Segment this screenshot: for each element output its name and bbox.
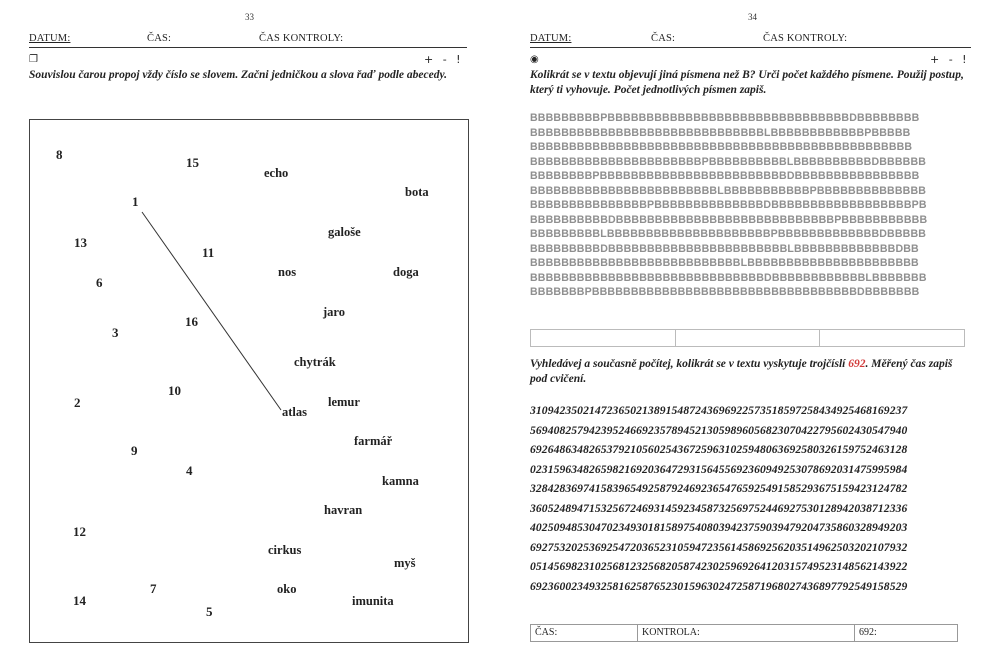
puzzle-number: 15 [186, 155, 199, 170]
header-row [29, 33, 467, 48]
target-number: 692 [848, 358, 866, 370]
cas-label: ČAS: [651, 33, 676, 44]
answer-cell [676, 330, 821, 346]
count-692-cell: 692: [859, 627, 877, 638]
puzzle-number: 4 [186, 463, 193, 478]
puzzle-number: 2 [74, 395, 81, 410]
cas-kontroly-label: ČAS KONTROLY: [763, 33, 848, 44]
puzzle-word: farmář [354, 434, 393, 448]
eye-icon: ◉ [530, 54, 539, 65]
letter-row: BBBBBBBPBBBBBBBBBBBBBBBBBBBBBBBBBBBBBBBBBBDBBBBBBB [530, 286, 920, 298]
letter-row: BBBBBBBBBPBBBBBBBBBBBBBBBBBBBBBBBBBBBBBBBDBBBBBBBB [530, 112, 920, 124]
digit-row: 6927532025369254720365231059472356145869256203514962503202107932 [530, 540, 908, 554]
answer-cell [531, 330, 676, 346]
puzzle-number: 16 [185, 314, 198, 329]
puzzle-word: jaro [323, 305, 345, 319]
puzzle-word: kamna [382, 474, 419, 488]
letter-row: BBBBBBBBBBBBBBBPBBBBBBBBBBBBBBDBBBBBBBBBBBBBBBBBBPB [530, 199, 927, 211]
marks: + - ! [930, 53, 967, 66]
puzzle-number: 5 [206, 604, 213, 619]
puzzle-number: 1 [132, 194, 139, 209]
instruction-digits-pre: Vyhledávej a současně počítej, kolikrát se v textu vyskytuje trojčíslí [530, 358, 849, 370]
instruction-digits-post: . Měřený čas zapiš pod cvičení. [530, 358, 953, 385]
cas-cell: ČAS: [531, 625, 638, 641]
digit-row: 6926486348265379210560254367259631025948063692580326159752463128 [530, 443, 908, 456]
puzzle-number: 10 [168, 383, 181, 398]
kontrola-cell: KONTROLA: [638, 625, 855, 641]
digit-row: 3109423502147236502138915487243696922573518597258434925468169237 [530, 404, 908, 417]
instruction-digits [530, 357, 970, 387]
letter-row: BBBBBBBBBBDBBBBBBBBBBBBBBBBBBBBBBBBBBBBPBBBBBBBBBBB [530, 213, 928, 226]
puzzle-word: myš [394, 556, 416, 570]
marks: + - ! [424, 53, 461, 66]
header-row [530, 33, 971, 48]
bottom-table [530, 624, 958, 642]
puzzle-word: atlas [282, 405, 307, 419]
puzzle-word: echo [264, 166, 289, 180]
datum-label: DATUM: [29, 33, 71, 44]
letter-row: BBBBBBBBBBBBBBBBBBBBBBBBBBBLBBBBBBBBBBBBBBBBBBBBBB [530, 257, 919, 269]
digit-row: 4025094853047023493018158975408039423759039479204735860328949203 [530, 521, 908, 534]
puzzle-word: lemur [328, 395, 360, 409]
page-number: 34 [748, 12, 757, 22]
instruction: Souvislou čarou propoj vždy číslo se slovem. Začni jedničkou a slova řaď podle abecedy. [29, 69, 447, 81]
puzzle-word: galoše [328, 225, 361, 239]
cas-kontroly-label: ČAS KONTROLY: [259, 33, 344, 44]
puzzle-word: bota [405, 185, 429, 199]
puzzle-word: imunita [352, 594, 394, 608]
letter-row: BBBBBBBBBBBBBBBBBBBBBBBBBBBBBBLBBBBBBBBBBBBPBBBBB [530, 126, 911, 139]
puzzle-word: havran [324, 503, 363, 517]
cas-label: ČAS: [147, 33, 172, 44]
puzzle-word: doga [393, 265, 419, 279]
puzzle-word: nos [278, 265, 297, 279]
letter-row: BBBBBBBBBBBBBBBBBBBBBBBBBBBBBBDBBBBBBBBBBBBLBBBBBBB [530, 271, 927, 284]
datum-label: DATUM: [530, 33, 572, 44]
digit-row: 6923600234932581625876523015963024725871968027436897792549158529 [530, 579, 908, 593]
digit-row: 5694082579423952466923578945213059896056823070422795602430547940 [530, 423, 908, 437]
puzzle-number: 3 [112, 325, 119, 340]
letter-row: BBBBBBBBPBBBBBBBBBBBBBBBBBBBBBBBBDBBBBBBBBBBBBBBBB [530, 170, 920, 182]
letter-row: BBBBBBBBBBBBBBBBBBBBBBBBBBBBBBBBBBBBBBBBBBBBBBBBB [530, 141, 913, 153]
puzzle-number: 7 [150, 581, 157, 596]
letter-row: BBBBBBBBBBBBBBBBBBBBBBBBLBBBBBBBBBBBPBBBBBBBBBBBBBB [530, 184, 927, 197]
digit-row: 3605248947153256724693145923458732569752446927530128942038712336 [530, 501, 908, 515]
puzzle-number: 8 [56, 147, 63, 162]
letter-row: BBBBBBBBBDBBBBBBBBBBBBBBBBBBBBBBBLBBBBBBBBBBBBBDBB [530, 242, 919, 255]
letter-row: BBBBBBBBBBBBBBBBBBBBBBPBBBBBBBBBBLBBBBBBBBBBDBBBBBB [530, 155, 927, 168]
puzzle-number: 9 [131, 443, 138, 458]
letter-row: BBBBBBBBBLBBBBBBBBBBBBBBBBBBBBBPBBBBBBBBBBBBBDBBBBB [530, 228, 927, 240]
puzzle-number: 14 [73, 593, 86, 608]
page-number: 33 [245, 12, 254, 22]
puzzle-word: chytrák [294, 355, 336, 369]
digit-row: 3284283697415839654925879246923654765925491585293675159423124782 [530, 482, 908, 495]
instruction-letters: Kolikrát se v textu objevují jiná písmena než B? Urči počet každého písmene. Použij postup, který ti vyhovuje. Počet jednotlivých písmen zapiš. [530, 69, 964, 96]
puzzle-word: oko [277, 582, 297, 596]
puzzle-number: 11 [202, 245, 215, 260]
copy-icon: ❐ [29, 54, 38, 65]
digit-row: 0514569823102568123256820587423025969264120315749523148562143922 [530, 560, 908, 573]
answer-row [530, 329, 965, 347]
puzzle-number: 13 [74, 235, 87, 250]
puzzle-number: 6 [96, 275, 103, 290]
answer-cell [820, 330, 964, 346]
letter-grid [530, 111, 965, 300]
puzzle-number: 12 [73, 524, 86, 539]
puzzle-word: cirkus [268, 543, 302, 557]
puzzle-box [29, 119, 469, 643]
digit-row: 0231596348265982169203647293156455692360949253078692031475995984 [530, 462, 908, 476]
digit-text [530, 401, 970, 596]
